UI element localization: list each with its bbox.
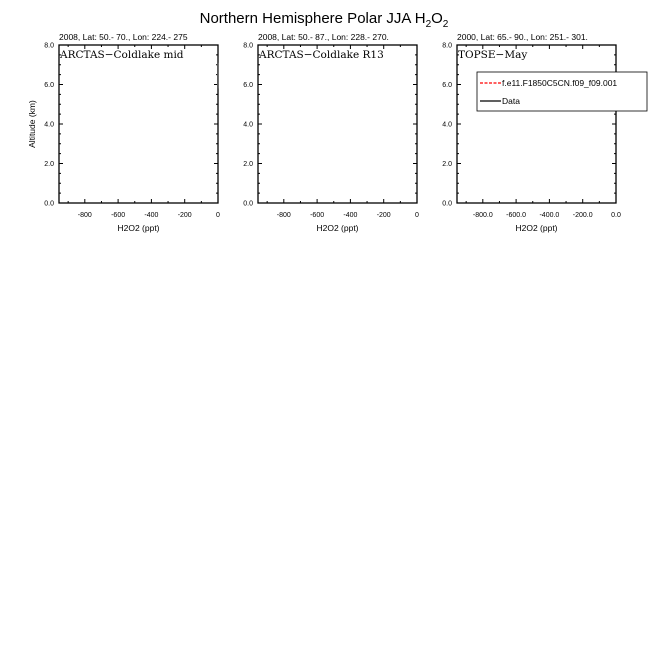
y-tick-label: 0.0: [243, 200, 253, 208]
x-axis-label: H2O2 (ppt): [117, 223, 160, 233]
y-tick-label: 4.0: [243, 121, 253, 129]
x-tick-label: -600.0: [506, 212, 527, 219]
y-tick-label: 4.0: [44, 121, 54, 129]
x-tick-label: -400: [144, 212, 159, 219]
x-tick-label: -600: [111, 212, 126, 219]
x-tick-label: -800.0: [472, 212, 493, 219]
y-tick-label: 2.0: [442, 161, 452, 168]
legend: [477, 72, 647, 111]
title-mid: O: [431, 10, 443, 27]
panel-1: [27, 32, 220, 233]
y-tick-label: 0.0: [44, 200, 54, 208]
plot-frame: [59, 45, 218, 203]
title-sub1: 2: [425, 19, 432, 30]
plot-frame: [258, 45, 417, 203]
plot-frame: [457, 45, 616, 203]
y-tick-label: 6.0: [44, 82, 54, 89]
y-tick-label: 8.0: [243, 42, 253, 50]
y-tick-label: 2.0: [44, 161, 54, 168]
panel-header: 2008, Lat: 50.- 87., Lon: 228.- 270.: [258, 32, 389, 42]
x-tick-label: -800: [276, 212, 291, 219]
x-tick-label: -400: [343, 212, 358, 219]
panel-header: 2000, Lat: 65.- 90., Lon: 251.- 301.: [457, 32, 588, 42]
title-main: Northern Hemisphere Polar JJA H: [199, 10, 426, 27]
x-tick-label: 0: [216, 212, 220, 219]
y-tick-label: 6.0: [243, 82, 253, 89]
x-tick-label: -200: [177, 212, 192, 219]
x-tick-label: 0: [415, 212, 419, 219]
y-tick-label: 2.0: [243, 161, 253, 168]
panel-label: TOPSE−May: [458, 49, 528, 61]
panel-2: [243, 32, 419, 233]
x-tick-label: 0.0: [611, 212, 621, 219]
y-tick-label: 8.0: [44, 42, 54, 50]
figure-title: [200, 10, 449, 30]
x-tick-label: -800: [77, 212, 92, 219]
panel-label: ARCTAS−Coldlake R13: [259, 49, 384, 61]
x-tick-label: -600: [310, 212, 325, 219]
legend-entry: Data: [502, 96, 520, 106]
y-tick-label: 4.0: [442, 121, 452, 129]
y-tick-label: 0.0: [442, 200, 452, 208]
y-tick-label: 6.0: [442, 82, 452, 89]
y-axis-label: Altitude (km): [27, 100, 37, 148]
legend-entry: f.e11.F1850C5CN.f09_f09.001: [502, 78, 618, 88]
x-tick-label: -400.0: [539, 212, 560, 219]
panel-label: ARCTAS−Coldlake mid: [60, 49, 184, 61]
y-tick-label: 8.0: [442, 42, 452, 50]
x-tick-label: -200.0: [572, 212, 593, 219]
panel-3: [442, 32, 647, 233]
x-tick-label: -200: [376, 212, 391, 219]
x-axis-label: H2O2 (ppt): [515, 223, 558, 233]
panel-header: 2008, Lat: 50.- 70., Lon: 224.- 275: [59, 32, 188, 42]
title-sub2: 2: [442, 19, 449, 30]
x-axis-label: H2O2 (ppt): [316, 223, 359, 233]
